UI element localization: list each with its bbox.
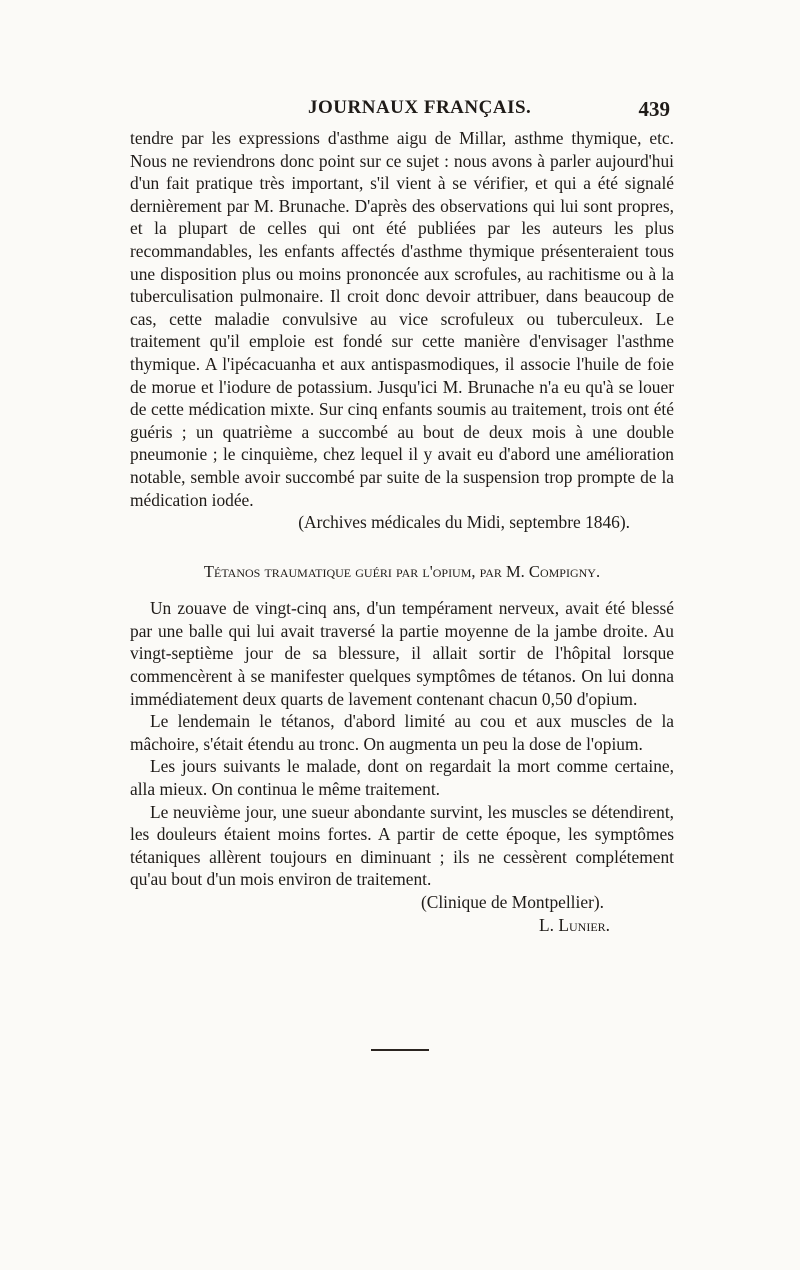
article-paragraph: Le neuvième jour, une sueur abondante survint, les muscles se détendirent, les douleurs étaient moins fortes. A partir de cette époque, les symptômes tétaniques allèrent toujours en diminuant ; ils ne cessèrent complétement qu'au bout d'un mois environ de traitement. — [130, 801, 674, 890]
article-paragraph: Un zouave de vingt-cinq ans, d'un tempérament nerveux, avait été blessé par une balle qui lui avait traversé la partie moyenne de la jambe droite. Au vingt-septième jour de sa blessure, il allait sortir de l'hôpital lorsque commencèrent à se manifester quelques symptômes de tétanos. On lui donna immédiatement deux quarts de lavement contenant chacun 0,50 d'opium. — [130, 598, 674, 709]
page-number: 439 — [638, 97, 670, 121]
article-paragraph: Le lendemain le tétanos, d'abord limité au cou et aux muscles de la mâchoire, s'était étendu au tronc. On augmenta un peu la dose de l'opium. — [130, 711, 674, 754]
article-title: Tétanos traumatique guéri par l'opium, par M. Compigny. — [203, 561, 601, 581]
page-header — [130, 97, 670, 127]
page-text — [130, 127, 674, 936]
article-source: (Archives médicales du Midi, septembre 1846). — [298, 512, 630, 533]
section-divider — [371, 1049, 429, 1051]
author-signature: L. Lunier. — [539, 914, 610, 935]
article-body-paragraph: tendre par les expressions d'asthme aigu de Millar, asthme thymique, etc. Nous ne reviendrons donc point sur ce sujet : nous avons à parler aujourd'hui d'un fait pratique très important, s'il vient à se vérifier, et qui a été signalé dernièrement par M. Brunache. D'après des observations qui lui sont propres, et la plupart de celles qui ont été publiées par les auteurs les plus recommandables, les enfants affectés d'asthme thymique présenteraient tous une disposition plus ou moins prononcée aux scrofules, au rachitisme ou à la tuberculisation pulmonaire. Il croit donc devoir attribuer, dans beaucoup de cas, cette maladie convulsive au vice scrofuleux ou tuberculeux. Le traitement qu'il emploie est fondé sur cette manière d'envisager l'asthme thymique. A l'ipécacuanha et aux antispasmodiques, il associe l'huile de foie de morue et l'iodure de potassium. Jusqu'ici M. Brunache n'a eu qu'à se louer de cette médication mixte. Sur cinq enfants soumis au traitement, trois ont été guéris ; un quatrième a succombé au bout de deux mois à une double pneumonie ; le cinquième, chez lequel il y avait eu d'abord une amélioration notable, semble avoir succombé par suite de la suspension trop prompte de la médication iodée. — [130, 128, 674, 510]
article-paragraph: Les jours suivants le malade, dont on regardait la mort comme certaine, alla mieux. On continua le même traitement. — [130, 756, 674, 800]
article-source: (Clinique de Montpellier). — [420, 892, 604, 912]
running-title: JOURNAUX FRANÇAIS. — [308, 97, 532, 118]
